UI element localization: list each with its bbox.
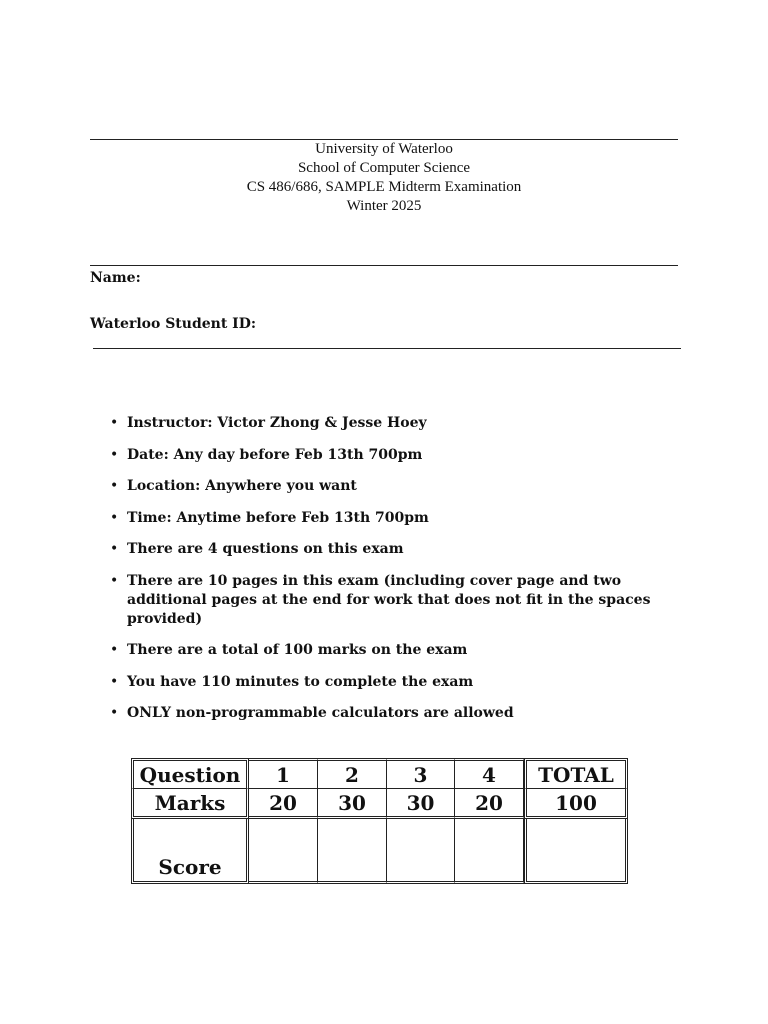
marks-label: Marks (131, 789, 249, 819)
question-row (131, 758, 628, 789)
question-label: Question (131, 758, 249, 789)
bullet: • (110, 478, 119, 494)
info-pages (110, 572, 690, 629)
question-number: 1 (249, 758, 318, 789)
exam-term: Winter 2025 (346, 198, 422, 214)
university-name: University of Waterloo (315, 141, 453, 157)
info-duration (110, 673, 690, 692)
score-label: Score (131, 819, 249, 884)
info-questions (110, 540, 690, 559)
info-text: There are a total of 100 marks on the exam (127, 642, 468, 658)
marks-total: 100 (524, 789, 628, 819)
question-number: 2 (318, 758, 387, 789)
info-time (110, 509, 690, 528)
marks-table (131, 758, 628, 884)
info-instructor (110, 414, 690, 433)
bullet: • (110, 415, 119, 431)
bullet: • (110, 572, 119, 589)
marks-value: 30 (318, 789, 387, 819)
info-total-marks (110, 641, 690, 660)
info-text: Instructor: Victor Zhong & Jesse Hoey (127, 415, 427, 431)
info-calculators (110, 704, 690, 723)
score-cell (387, 819, 455, 884)
bullet: • (110, 446, 119, 463)
info-text: Location: Anywhere you want (127, 478, 357, 494)
score-cell (455, 819, 524, 884)
marks-row (131, 789, 628, 819)
bullet: • (110, 673, 119, 690)
question-number: 3 (387, 758, 455, 789)
bullet: • (110, 705, 119, 721)
info-location (110, 477, 690, 496)
info-text: Date: Any day before Feb 13th 700pm (127, 446, 423, 463)
info-text: Time: Anytime before Feb 13th 700pm (127, 509, 429, 526)
score-row (131, 819, 628, 884)
school-name: School of Computer Science (297, 160, 471, 176)
bullet: • (110, 541, 119, 557)
score-cell (318, 819, 387, 884)
bullet: • (110, 509, 119, 526)
marks-value: 30 (387, 789, 455, 819)
exam-title: CS 486/686, SAMPLE Midterm Examination (246, 179, 522, 195)
info-date (110, 446, 690, 465)
question-number: 4 (455, 758, 524, 789)
exam-info-list (110, 414, 690, 736)
name-top-rule (90, 265, 678, 266)
marks-value: 20 (455, 789, 524, 819)
info-text: You have 110 minutes to complete the exam (127, 673, 474, 690)
marks-value: 20 (249, 789, 318, 819)
score-cell (249, 819, 318, 884)
student-id-rule (93, 348, 681, 349)
exam-header (90, 140, 678, 216)
total-label: TOTAL (524, 758, 628, 789)
score-total-cell (524, 819, 628, 884)
info-text: ONLY non-programmable calculators are allowed (127, 705, 514, 721)
info-text: There are 10 pages in this exam (including cover page and two additional pages at the end for work that does not fit in the spaces provided) (127, 572, 651, 627)
info-text: There are 4 questions on this exam (127, 541, 404, 557)
bullet: • (110, 642, 119, 658)
name-label: Name: (90, 270, 141, 286)
student-id-label: Waterloo Student ID: (90, 316, 257, 332)
